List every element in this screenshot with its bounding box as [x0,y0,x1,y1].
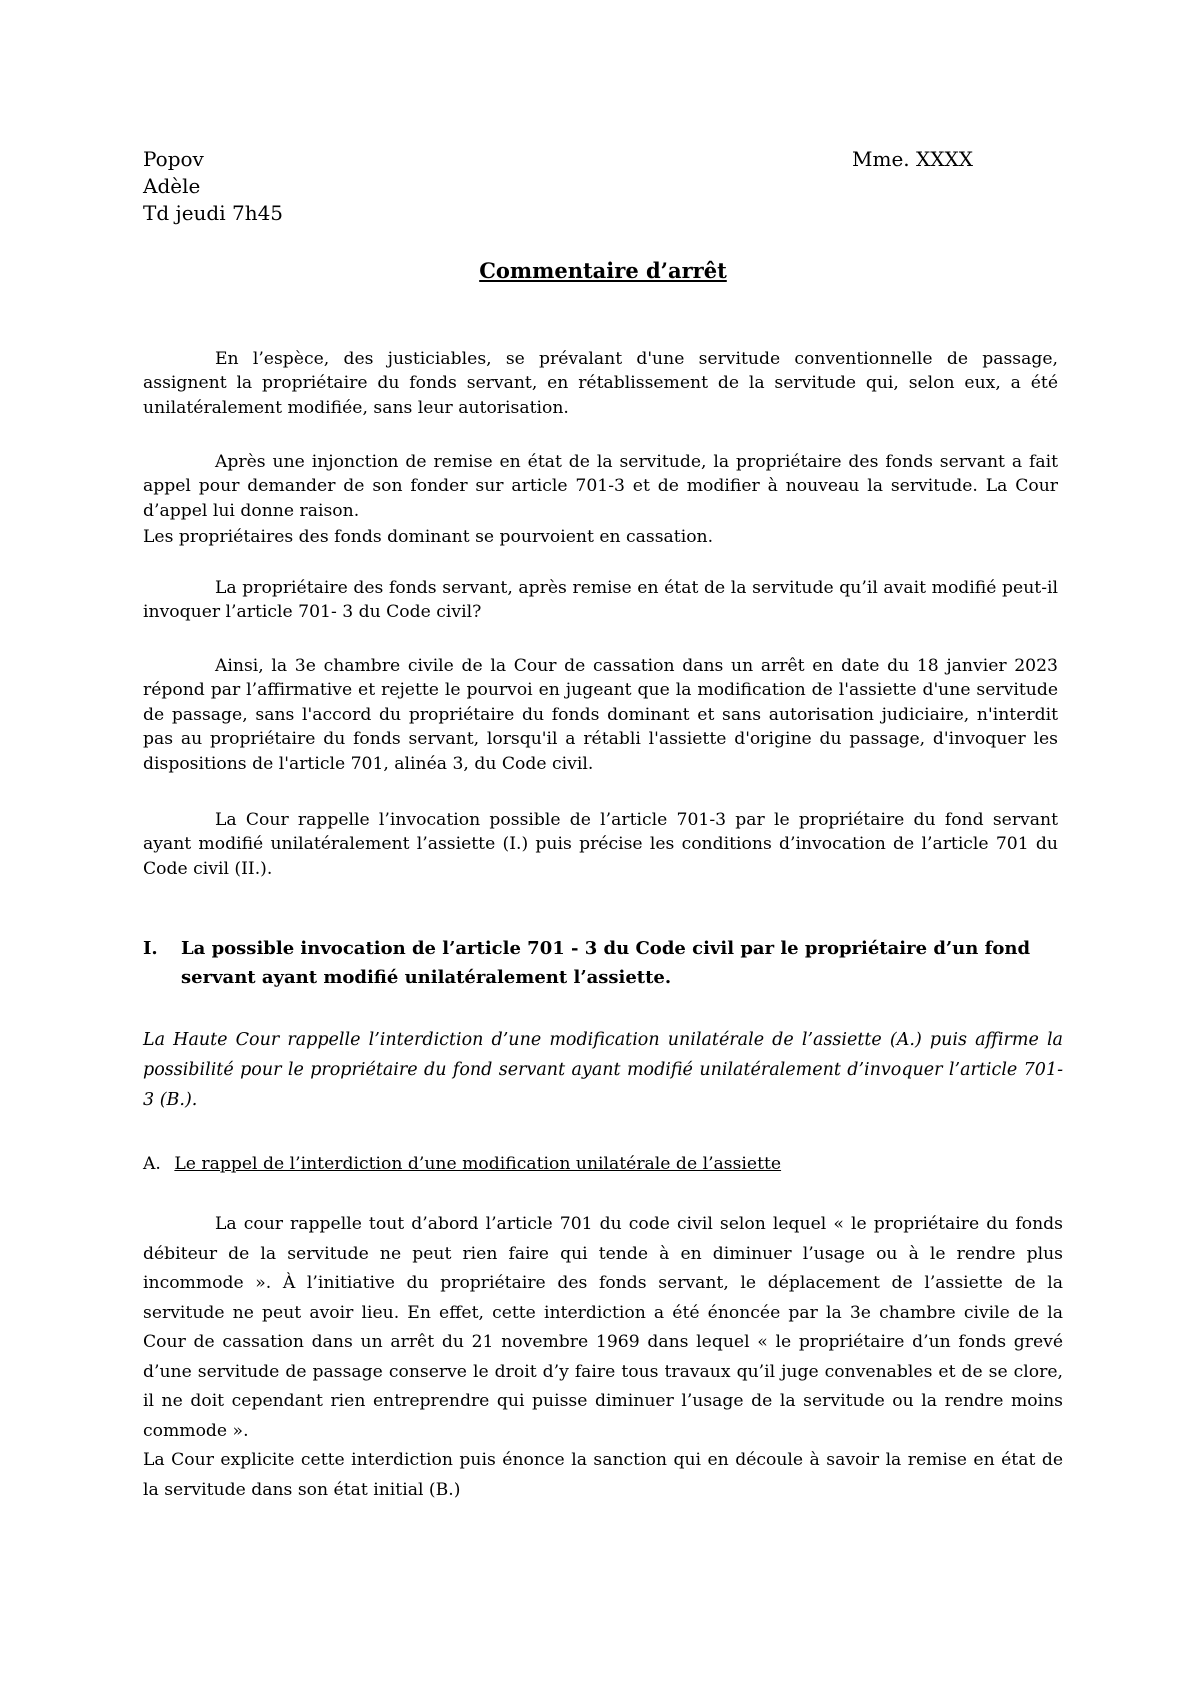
subsection-a-letter: A. [143,1154,161,1174]
section-1-number: I. [143,938,158,959]
subsection-a-heading [143,1152,1063,1176]
section-1-body: La cour rappelle tout d’abord l’article 701 du code civil selon lequel « le propriétaire du fonds débiteur de la servitude ne peut rien faire qui tende à en diminuer l’usage ou à le rendre plus incommode ». À l’initiative du propriétaire des fonds servant, le déplacement de l’assiette de la servitude ne peut avoir lieu. En effet, cette interdiction a été énoncée par la 3e chambre civile de la Cour de cassation dans un arrêt du 21 novembre 1969 dans lequel « le propriétaire d’un fonds grevé d’une servitude de passage conserve le droit d’y faire tous travaux qu’il juge convenables et de se clore, il ne doit cependant rien entreprendre qui puisse diminuer l’usage de la servitude ou la rendre moins commode ». [143,1214,1063,1441]
student-last-name: Popov [143,147,204,171]
section-1-title: La possible invocation de l’article 701 - 3 du Code civil par le propriétaire d’un fond servant ayant modifié unilatéralement l’assiette. [181,938,1031,988]
section-1-announcement: La Haute Cour rappelle l’interdiction d’une modification unilatérale de l’assiette (A.) puis affirme la possibilité pour le propriétaire du fond servant ayant modifié unilatéralement d’invoquer l’article 701-3 (B.). [143,1030,1063,1110]
page-title: Commentaire d’arrêt [479,258,727,283]
section-1-heading [143,934,1063,992]
student-info [143,146,283,227]
td-group: Td jeudi 7h45 [143,201,284,225]
section-1-body-end: La Cour explicite cette interdiction puis énonce la sanction qui en découle à savoir la remise en état de la servitude dans son état initial (B.) [143,1450,1063,1500]
intro-announcement: La Cour rappelle l’invocation possible de l’article 701-3 par le propriétaire du fond servant ayant modifié unilatéralement l’assiette (I.) puis précise les conditions d’invocation de l’article 701 du Code civil (II.). [143,810,1058,879]
intro-paragraph-appeal: Les propriétaires des fonds dominant se pourvoient en cassation. [143,527,714,547]
intro-paragraph-procedure: Après une injonction de remise en état de la servitude, la propriétaire des fonds servant a fait appel pour demander de son fonder sur article 701-3 et de modifier à nouveau la servitude. La Cour d’appel lui donne raison. [143,452,1058,521]
subsection-a-title: Le rappel de l’interdiction d’une modification unilatérale de l’assiette [174,1154,782,1174]
intro-paragraph-facts: En l’espèce, des justiciables, se prévalant d'une servitude conventionnelle de passage, assignent la propriétaire du fonds servant, en rétablissement de la servitude qui, selon eux, a été unilatéralement modifiée, sans leur autorisation. [143,349,1058,418]
intro-legal-question: La propriétaire des fonds servant, après remise en état de la servitude qu’il avait modifié peut-il invoquer l’article 701- 3 du Code civil? [143,578,1058,623]
intro-paragraph-solution: Ainsi, la 3e chambre civile de la Cour de cassation dans un arrêt en date du 18 janvier 2023 répond par l’affirmative et rejette le pourvoi en jugeant que la modification de l'assiette d'une servitude de passage, sans l'accord du propriétaire du fonds dominant et sans autorisation judiciaire, n'interdit pas au propriétaire du fonds servant, lorsqu'il a rétabli l'assiette d'origine du passage, d'invoquer les dispositions de l'article 701, alinéa 3, du Code civil. [143,656,1058,774]
teacher-name: Mme. XXXX [852,147,973,171]
student-first-name: Adèle [143,174,201,198]
